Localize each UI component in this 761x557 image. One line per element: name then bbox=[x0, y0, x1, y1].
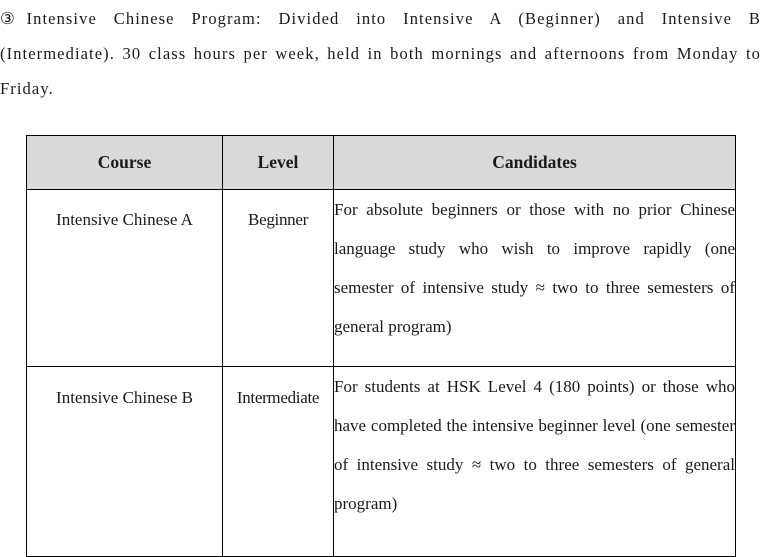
course-cell: Intensive Chinese B bbox=[27, 367, 223, 557]
course-cell: Intensive Chinese A bbox=[27, 190, 223, 367]
candidates-cell: For students at HSK Level 4 (180 points) or those who have completed the intensive beginner level (one semester of intensive study ≈ two to three semesters of general program) bbox=[334, 367, 736, 557]
header-course: Course bbox=[27, 136, 223, 190]
candidates-cell: For absolute beginners or those with no prior Chinese language study who wish to improve rapidly (one semester of intensive study ≈ two to three semesters of general program) bbox=[334, 190, 736, 367]
intensive-program-table bbox=[26, 135, 736, 557]
table-header-row bbox=[27, 136, 736, 190]
level-cell: Intermediate bbox=[223, 367, 334, 557]
program-description: ③Intensive Chinese Program: Divided into Intensive A (Beginner) and Intensive B (Intermediate). 30 class hours per week, held in both mornings and afternoons from Monday to Friday. bbox=[0, 9, 761, 98]
table-row bbox=[27, 190, 736, 367]
header-level: Level bbox=[223, 136, 334, 190]
header-candidates: Candidates bbox=[334, 136, 736, 190]
table-row bbox=[27, 367, 736, 557]
level-cell: Beginner bbox=[223, 190, 334, 367]
